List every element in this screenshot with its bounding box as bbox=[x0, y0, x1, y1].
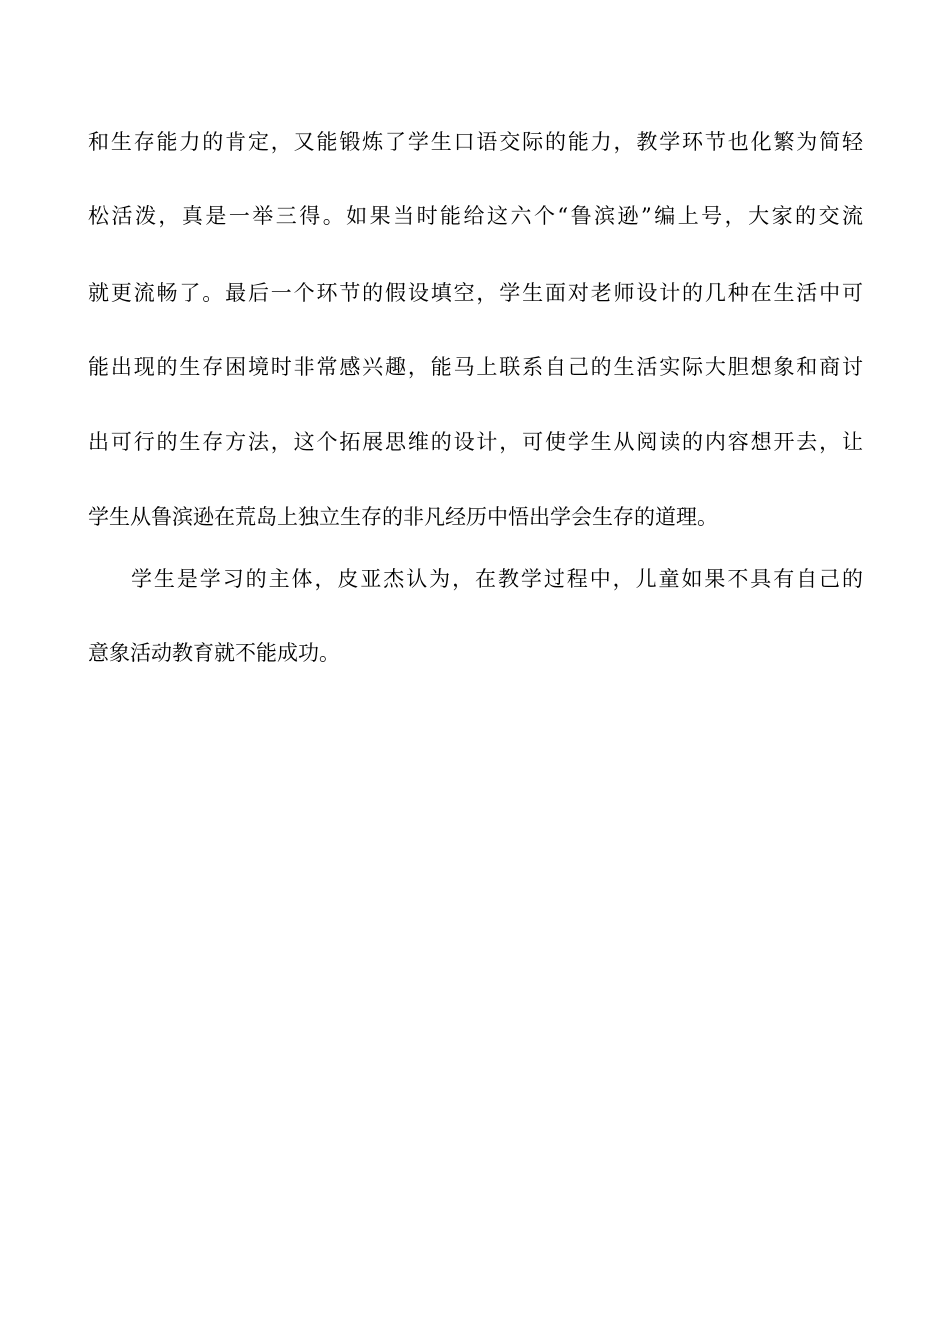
text-line: 学生是学习的主体，皮亚杰认为，在教学过程中，儿童如果不具有自己的 bbox=[131, 567, 863, 591]
text-line: 和生存能力的肯定，又能锻炼了学生口语交际的能力，教学环节也化繁为简轻 bbox=[88, 130, 863, 154]
text-line: 学生从鲁滨逊在荒岛上独立生存的非凡经历中悟出学会生存的道理。 bbox=[88, 505, 718, 529]
text-line: 能出现的生存困境时非常感兴趣，能马上联系自己的生活实际大胆想象和商讨 bbox=[88, 355, 863, 379]
text-line: 松活泼，真是一举三得。如果当时能给这六个“鲁滨逊”编上号，大家的交流 bbox=[88, 204, 863, 228]
text-line: 就更流畅了。最后一个环节的假设填空，学生面对老师设计的几种在生活中可 bbox=[88, 281, 863, 305]
text-line: 出可行的生存方法，这个拓展思维的设计，可使学生从阅读的内容想开去，让 bbox=[88, 430, 863, 454]
text-line: 意象活动教育就不能成功。 bbox=[88, 641, 340, 665]
